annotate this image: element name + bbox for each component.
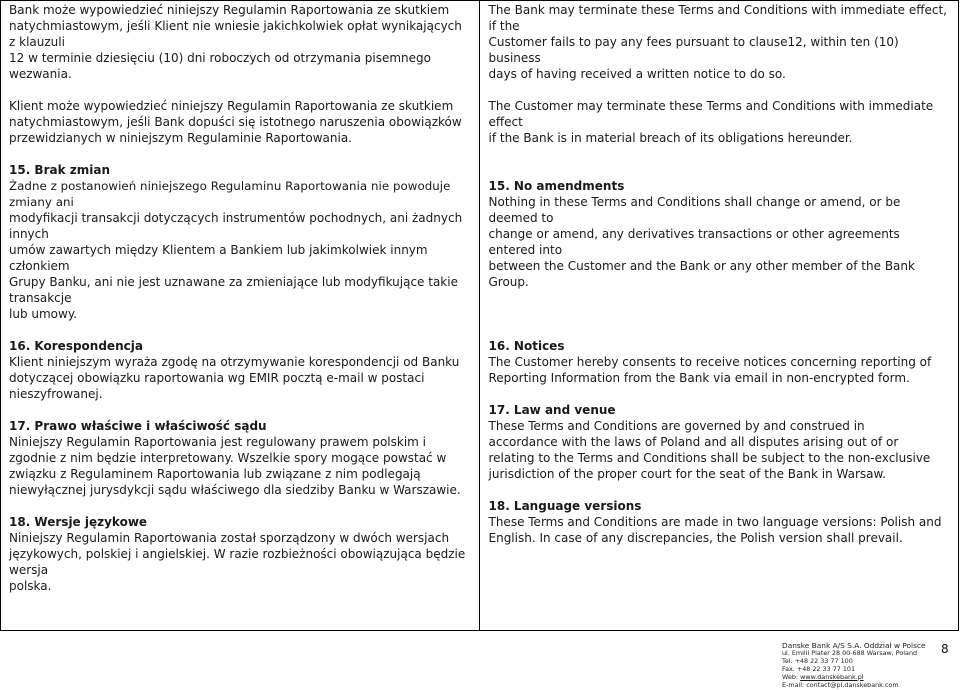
section-18-pl	[9, 514, 471, 594]
text-line: jurisdiction of the proper court for the seat of the Bank in Warsaw.	[488, 467, 887, 481]
text-line: accordance with the laws of Poland and all disputes arising out of or	[488, 435, 899, 449]
text-line: change or amend, any derivatives transactions or other agreements entered into	[488, 227, 900, 257]
text-line: if the Bank is in material breach of its obligations hereunder.	[488, 131, 853, 145]
text-line: Żadne z postanowień niniejszego Regulaminu Raportowania nie powoduje zmiany ani	[9, 179, 451, 209]
text-line: The Customer may terminate these Terms and Conditions with immediate effect	[488, 99, 934, 129]
section-18-en	[489, 498, 951, 546]
email-address: E-mail: contact@pl.danskebank.com	[782, 680, 899, 689]
text-line: natychmiastowym, jeśli Bank dopuści się istotnego naruszenia obowiązków	[9, 115, 462, 129]
text-line: Niniejszy Regulamin Raportowania jest regulowany prawem polskim i	[9, 435, 427, 449]
text-line: Niniejszy Regulamin Raportowania został sporządzony w dwóch wersjach	[9, 531, 450, 545]
text-line: polska.	[9, 579, 52, 593]
text-line: dotyczącej obowiązku raportowania wg EMIR pocztą e-mail w postaci nieszyfrowanej.	[9, 371, 425, 401]
text-line: Customer fails to pay any fees pursuant to clause12, within ten (10) business	[488, 35, 899, 65]
text-line: The Bank may terminate these Terms and Conditions with immediate effect, if the	[488, 3, 947, 33]
text-line: związku z Regulaminem Raportowania lub związane z nim podlegają	[9, 467, 421, 481]
section-heading: 18. Language versions	[488, 499, 642, 513]
page-number: 8	[941, 642, 949, 656]
text-line: 12 w terminie dziesięciu (10) dni roboczych od otrzymania pisemnego wezwania.	[9, 51, 431, 81]
text-line: between the Customer and the Bank or any other member of the Bank Group.	[488, 259, 915, 289]
text-line: lub umowy.	[9, 307, 78, 321]
section-heading: 18. Wersje językowe	[9, 515, 148, 529]
company-name: Danske Bank A/S S.A. Oddział w Polsce	[782, 641, 926, 650]
text-line: modyfikacji transakcji dotyczących instrumentów pochodnych, ani żadnych innych	[9, 211, 463, 241]
text-line: Nothing in these Terms and Conditions shall change or amend, or be deemed to	[488, 195, 901, 225]
text-line: days of having received a written notice to do so.	[488, 67, 786, 81]
section-16-pl	[9, 338, 471, 402]
text-line: językowych, polskiej i angielskiej. W razie rozbieżności obowiązująca będzie wersja	[9, 547, 466, 577]
text-line: niewyłącznej jurysdykcji sądu właściwego dla siedziby Banku w Warszawie.	[9, 483, 461, 497]
polish-column	[1, 1, 480, 630]
text-line: przewidzianych w niniejszym Regulaminie Raportowania.	[9, 131, 352, 145]
termination-by-customer-pl	[9, 98, 471, 146]
website-link[interactable]: www.danskebank.pl	[800, 672, 864, 681]
termination-by-bank-en	[489, 2, 951, 82]
text-line: Reporting Information from the Bank via email in non-encrypted form.	[488, 371, 910, 385]
section-17-pl	[9, 418, 471, 498]
english-column	[480, 1, 959, 630]
text-line: The Customer hereby consents to receive notices concerning reporting of	[488, 355, 932, 369]
section-15-en	[489, 178, 951, 290]
bank-contact-footer	[782, 641, 926, 690]
section-17-en	[489, 402, 951, 482]
section-heading: 15. No amendments	[488, 179, 625, 193]
text-line: natychmiastowym, jeśli Klient nie wniesie jakichkolwiek opłat wynikających z klauzuli	[9, 19, 462, 49]
text-line: zgodnie z nim będzie interpretowany. Wszelkie spory mogące powstać w	[9, 451, 447, 465]
section-15-pl	[9, 162, 471, 322]
phone-number: Tel. +48 22 33 77 100	[782, 656, 853, 665]
section-heading: 16. Korespondencja	[9, 339, 143, 353]
text-line: Klient może wypowiedzieć niniejszy Regulamin Raportowania ze skutkiem	[9, 99, 454, 113]
termination-by-customer-en	[489, 98, 951, 146]
text-line: umów zawartych między Klientem a Bankiem lub jakimkolwiek innym członkiem	[9, 243, 428, 273]
text-line: English. In case of any discrepancies, the Polish version shall prevail.	[488, 531, 903, 545]
section-heading: 15. Brak zmian	[9, 163, 110, 177]
text-line: These Terms and Conditions are governed by and construed in	[488, 419, 865, 433]
text-line: Grupy Banku, ani nie jest uznawane za zmieniające lub modyfikujące takie transakcje	[9, 275, 458, 305]
section-heading: 16. Notices	[488, 339, 565, 353]
section-heading: 17. Prawo właściwe i właściwość sądu	[9, 419, 267, 433]
text-line: Bank może wypowiedzieć niniejszy Regulamin Raportowania ze skutkiem	[9, 3, 450, 17]
section-heading: 17. Law and venue	[488, 403, 616, 417]
termination-by-bank-pl	[9, 2, 471, 82]
fax-number: Fax. +48 22 33 77 101	[782, 664, 856, 673]
website-label: Web:	[782, 672, 801, 681]
text-line: relating to the Terms and Conditions shall be subject to the non-exclusive	[488, 451, 931, 465]
company-address: ul. Emilii Plater 28 00-688 Warsaw, Poland	[782, 649, 918, 657]
text-line: Klient niniejszym wyraża zgodę na otrzymywanie korespondencji od Banku	[9, 355, 460, 369]
section-16-en	[489, 338, 951, 386]
text-line: These Terms and Conditions are made in two language versions: Polish and	[488, 515, 942, 529]
